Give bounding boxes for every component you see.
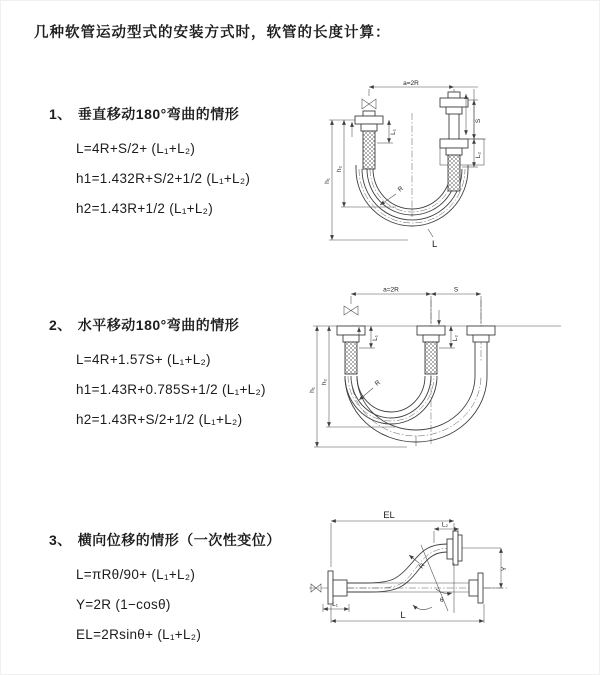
left-flange: [328, 571, 347, 604]
dim-a2r: [369, 80, 478, 96]
dim-l1: [323, 601, 349, 612]
radius-callout: [380, 185, 405, 205]
formula-line: L=4R+S/2+ (L₁+L₂): [76, 141, 196, 156]
formula-line: Y=2R (1−cosθ): [76, 597, 171, 612]
dim-label-l1: L₁: [372, 335, 379, 341]
section-1-heading: [49, 104, 250, 124]
left-flange-pipe: [355, 111, 383, 169]
dim-l: [331, 604, 484, 623]
left-flange-pipe: [337, 326, 365, 374]
section-1-number: 1、: [49, 106, 72, 122]
page-title: 几种软管运动型式的安装方式时，软管的长度计算：: [34, 25, 391, 41]
radius-callout: [359, 379, 382, 400]
section-2: [49, 315, 266, 435]
dim-label-h1: h₁: [324, 178, 331, 184]
dim-label-l2: L₂: [475, 151, 482, 159]
dim-label-h1: h₁: [309, 387, 316, 393]
section-3-number: 3、: [49, 532, 72, 548]
dim-label-r: R: [373, 379, 382, 388]
formula-line: h2=1.43R+1/2 (L₁+L₂): [76, 201, 214, 216]
dim-label-y: Y: [501, 566, 508, 572]
dim-label-l2: L₂: [441, 521, 449, 529]
dim-label-s: S: [475, 118, 482, 124]
dim-l: [428, 229, 437, 250]
formula-line: L=πRθ/90+ (L₁+L₂): [76, 567, 196, 582]
section-2-number: 2、: [49, 317, 72, 333]
section-2-heading-text: 水平移动180°弯曲的情形: [77, 317, 240, 333]
valve-icon: [344, 306, 358, 315]
section-3-heading-text: 横向位移的情形（一次性变位）: [77, 532, 281, 548]
formula-line: h2=1.43R+S/2+1/2 (L₁+L₂): [76, 412, 243, 427]
section-3-heading: [49, 530, 281, 550]
dim-label-a2r: a=2R: [383, 286, 399, 294]
dim-label-l2: L₂: [452, 334, 459, 342]
dim-label-l1: L₁: [332, 601, 338, 608]
dim-label-el: EL: [383, 510, 395, 521]
section-3-formulas: [76, 560, 281, 650]
dim-label-a2r: a=2R: [403, 80, 419, 87]
diagram-vertical-180-bend: [316, 79, 586, 257]
dim-label-r: R: [396, 185, 405, 194]
dim-label-l1: L₁: [390, 129, 397, 135]
diagram-lateral-displacement: [301, 501, 591, 656]
dim-a2r-s: [351, 287, 481, 325]
upper-flange: [447, 531, 462, 565]
formula-line: L=4R+1.57S+ (L₁+L₂): [76, 352, 211, 367]
dim-el: [331, 510, 454, 567]
formula-line: h1=1.432R+S/2+1/2 (L₁+L₂): [76, 171, 251, 186]
dim-label-h2: h₂: [336, 165, 343, 173]
middle-flange-pipe: [417, 326, 445, 374]
formula-line: h1=1.43R+0.785S+1/2 (L₁+L₂): [76, 382, 266, 397]
valve-icon: [362, 99, 376, 109]
dim-label-r: R: [418, 562, 427, 571]
hose-u-bends: [345, 376, 487, 446]
section-1-formulas: [76, 134, 250, 224]
dim-label-l: L: [432, 239, 438, 250]
formula-line: EL=2Rsinθ+ (L₁+L₂): [76, 627, 202, 642]
section-2-heading: [49, 315, 266, 335]
dim-label-s: S: [453, 286, 459, 294]
hose-s-curve: [335, 544, 453, 592]
section-2-formulas: [76, 345, 266, 435]
dim-label-h2: h₂: [321, 378, 328, 386]
dim-label-theta: θ: [440, 597, 444, 604]
section-3: [49, 530, 281, 650]
section-1-heading-text: 垂直移动180°弯曲的情形: [77, 106, 240, 122]
diagram-horizontal-180-bend: [307, 284, 579, 464]
section-1: [49, 104, 250, 224]
dim-label-l: L: [400, 610, 406, 621]
